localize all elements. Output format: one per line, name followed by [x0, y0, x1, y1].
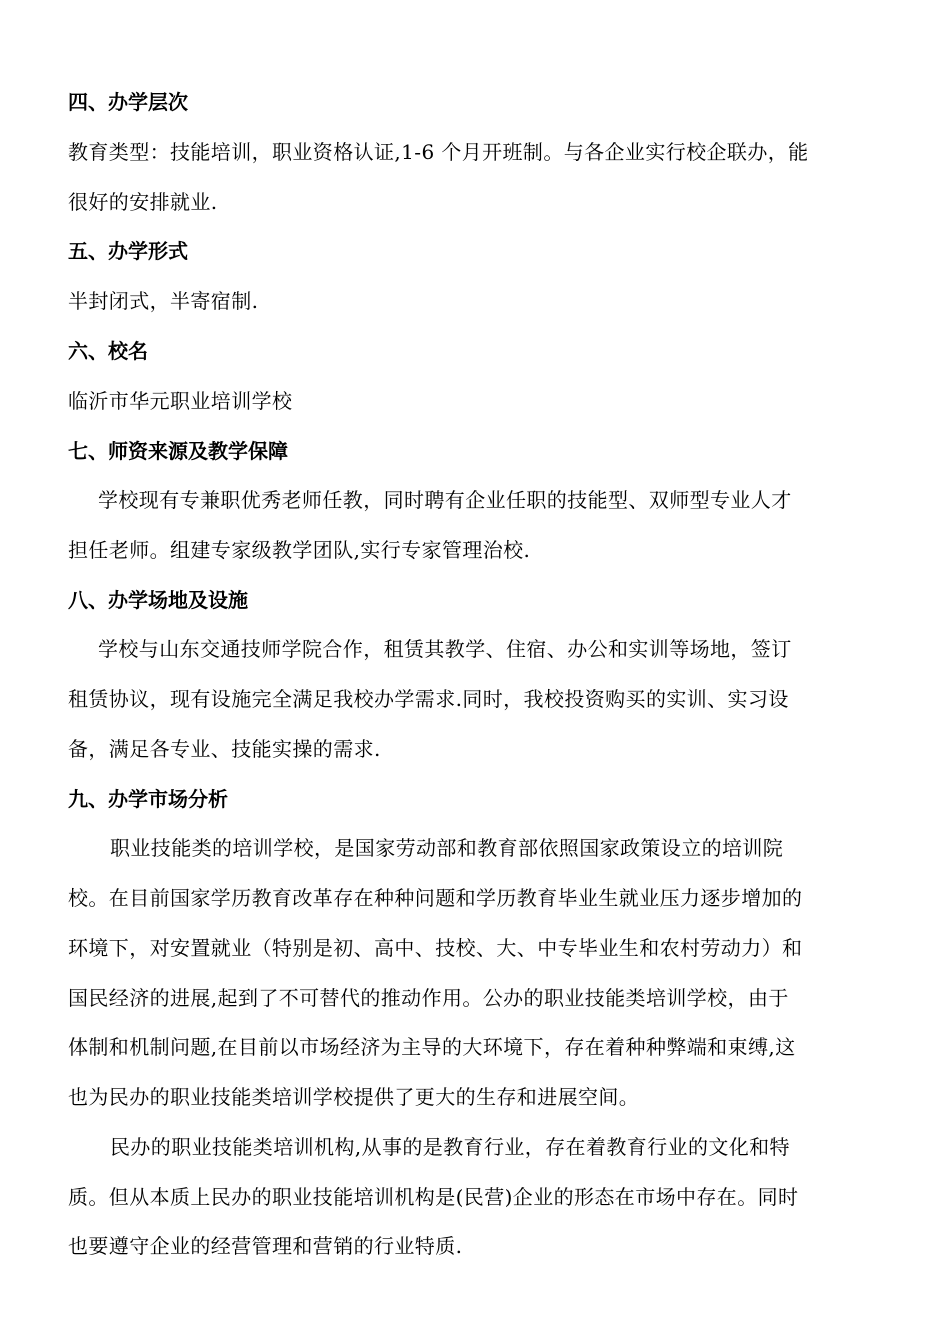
paragraph-line: 民办的职业技能类培训机构,从事的是教育行业，存在着教育行业的文化和特 — [110, 1135, 790, 1159]
paragraph-line: 职业技能类的培训学校，是国家劳动部和教育部依照国家政策设立的培训院 — [110, 836, 784, 860]
paragraph-line: 国民经济的进展,起到了不可替代的推动作用。公办的职业技能类培训学校，由于 — [68, 986, 789, 1010]
section-heading-school-name: 六、校名 — [68, 339, 148, 363]
paragraph-line: 很好的安排就业. — [68, 190, 218, 214]
paragraph-line: 教育类型：技能培训，职业资格认证,1-6 个月开班制。与各企业实行校企联办，能 — [68, 140, 809, 164]
section-heading-form: 五、办学形式 — [68, 239, 188, 263]
paragraph-line: 半封闭式，半寄宿制. — [68, 289, 259, 313]
paragraph-line: 也要遵守企业的经营管理和营销的行业特质. — [68, 1234, 463, 1258]
paragraph-line: 校。在目前国家学历教育改革存在种种问题和学历教育毕业生就业压力逐步增加的 — [68, 886, 803, 910]
section-heading-facilities: 八、办学场地及设施 — [68, 588, 248, 612]
paragraph-line: 临沂市华元职业培训学校 — [68, 389, 293, 413]
paragraph-line: 体制和机制问题,在目前以市场经济为主导的大环境下，存在着种种弊端和束缚,这 — [68, 1035, 796, 1059]
paragraph-line: 租赁协议，现有设施完全满足我校办学需求.同时，我校投资购买的实训、实习设 — [68, 687, 789, 711]
section-heading-market-analysis: 九、办学市场分析 — [68, 787, 228, 811]
section-heading-level: 四、办学层次 — [68, 90, 188, 114]
paragraph-line: 也为民办的职业技能类培训学校提供了更大的生存和进展空间。 — [68, 1085, 640, 1109]
paragraph-line: 备，满足各专业、技能实操的需求. — [68, 737, 381, 761]
paragraph-line: 质。但从本质上民办的职业技能培训机构是(民营)企业的形态在市场中存在。同时 — [68, 1185, 799, 1209]
paragraph-line: 学校与山东交通技师学院合作，租赁其教学、住宿、办公和实训等场地，签订 — [98, 637, 792, 661]
paragraph-line: 担任老师。组建专家级教学团队,实行专家管理治校. — [68, 538, 531, 562]
paragraph-line: 学校现有专兼职优秀老师任教，同时聘有企业任职的技能型、双师型专业人才 — [98, 488, 792, 512]
paragraph-line: 环境下，对安置就业（特别是初、高中、技校、大、中专毕业生和农村劳动力）和 — [68, 936, 803, 960]
section-heading-faculty: 七、师资来源及教学保障 — [68, 439, 288, 463]
